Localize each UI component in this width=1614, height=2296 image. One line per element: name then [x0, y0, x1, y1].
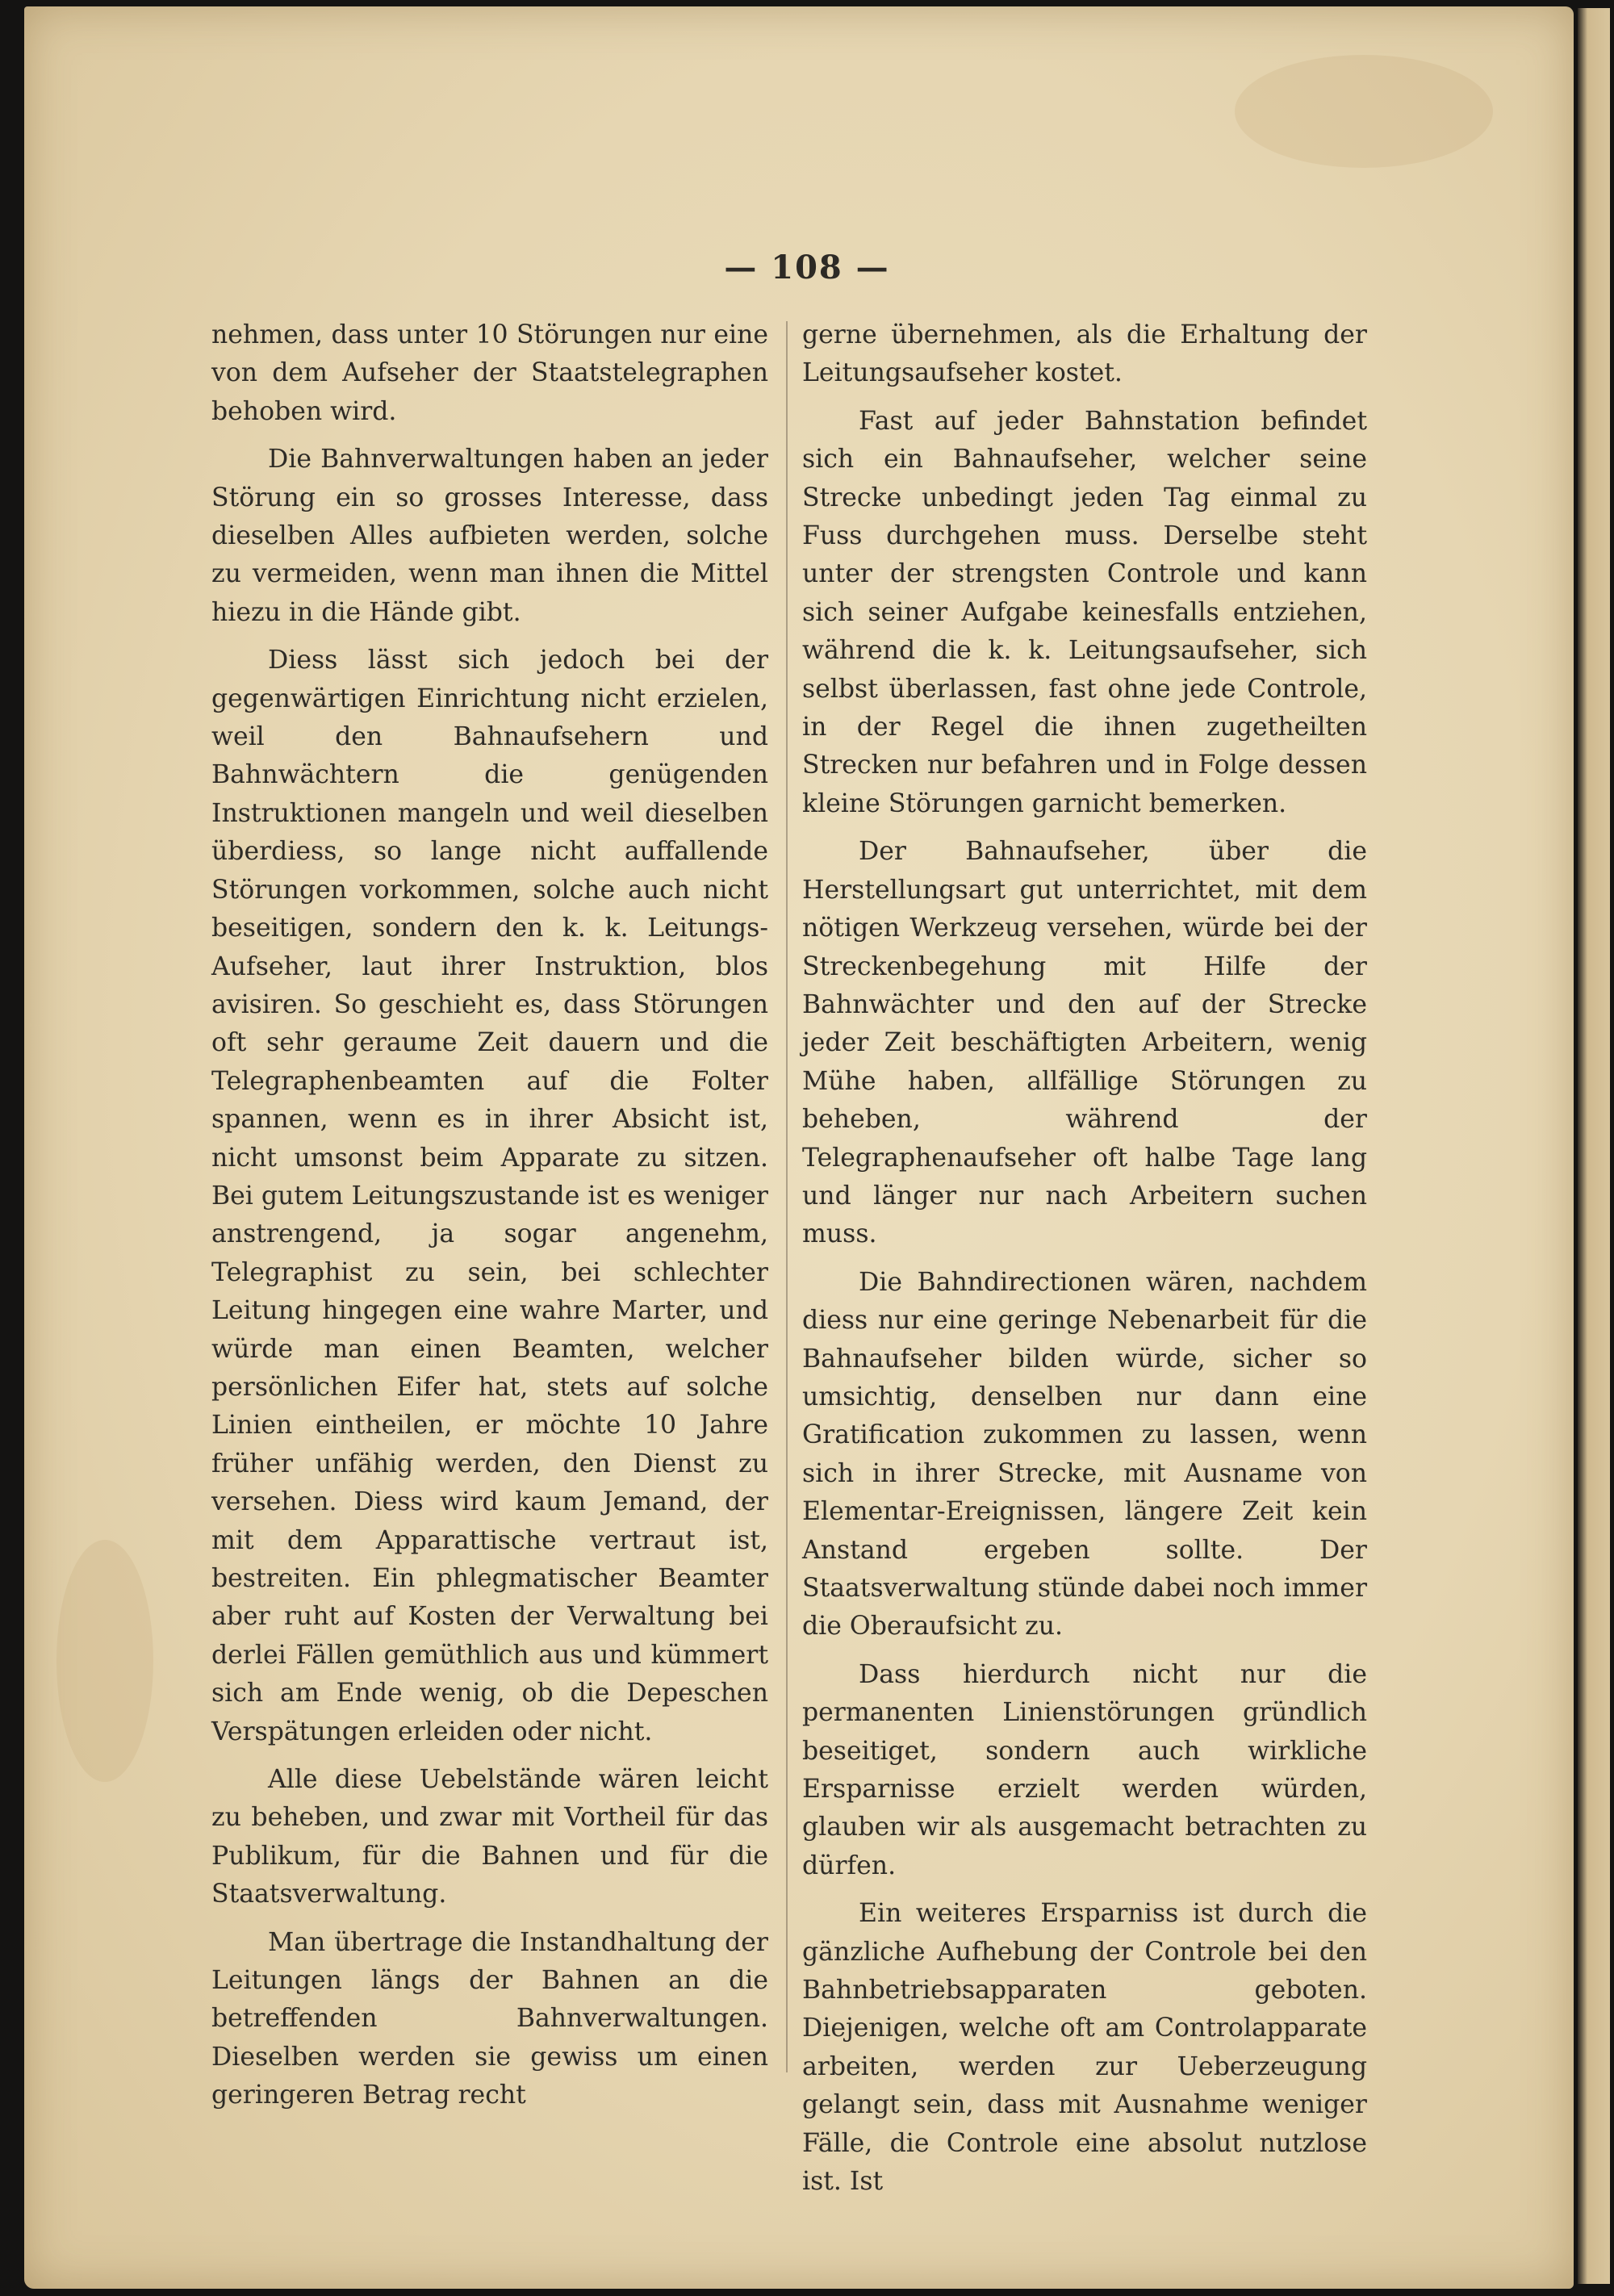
paragraph: nehmen, dass unter 10 Störungen nur eine von dem Aufseher der Staatstelegraphen behoben wird.: [211, 320, 768, 426]
column-divider: [786, 321, 788, 2072]
left-column: [211, 316, 768, 2115]
page-number: — 108 —: [724, 249, 890, 286]
paragraph: Die Bahnverwaltungen haben an jeder Störung ein so grosses Interesse, dass dieselben Alles aufbieten werden, solche zu vermeiden, wenn man ihnen die Mittel hiezu in die Hände gibt.: [211, 445, 768, 627]
paragraph: Der Bahnaufseher, über die Herstellungsart gut unterrichtet, mit dem nötigen Werkzeug versehen, würde bei der Streckenbegehung mit Hilfe der Bahnwächter und den auf der Strecke jeder Zeit beschäftigten Arbeitern, wenig Mühe haben, allfällige Störungen zu beheben, während der Telegraphenaufseher oft halbe Tage lang und länger nur nach Arbeitern suchen muss.: [802, 837, 1367, 1249]
right-column: [802, 316, 1367, 2202]
paragraph: gerne übernehmen, als die Erhaltung der Leitungsaufseher kostet.: [802, 320, 1367, 388]
paper-stain: [56, 1540, 153, 1782]
paragraph: Man übertrage die Instandhaltung der Leitungen längs der Bahnen an die betreffenden Bahnverwaltungen. Dieselben werden sie gewiss um einen geringeren Betrag recht: [211, 1927, 768, 2110]
paragraph: Die Bahndirectionen wären, nachdem diess nur eine geringe Nebenarbeit für die Bahnaufseher bilden würde, sicher so umsichtig, denselben nur dann eine Gratification zukommen zu lassen, wenn sich in ihrer Strecke, mit Ausname von Elementar-Ereignissen, längere Zeit kein Anstand ergeben sollte. Der Staatsverwaltung stünde dabei noch immer die Oberaufsicht zu.: [802, 1267, 1367, 1641]
paragraph: Dass hierdurch nicht nur die permanenten Linienstörungen gründlich beseitiget, sondern auch wirkliche Ersparnisse erzielt werden würden, glauben wir als ausgemacht betrachten zu dürfen.: [802, 1659, 1367, 1880]
next-page-edge: [1578, 8, 1610, 2284]
paragraph: Ein weiteres Ersparniss ist durch die gänzliche Aufhebung der Controle bei den Bahnbetriebsapparaten geboten. Diejenigen, welche oft am Controlapparate arbeiten, werden zur Ueberzeugung gelangt sein, dass mit Ausnahme weniger Fälle, die Controle eine absolut nutzlose ist. Ist: [802, 1899, 1367, 2197]
paragraph: Fast auf jeder Bahnstation befindet sich ein Bahnaufseher, welcher seine Strecke unbedingt jeden Tag einmal zu Fuss durchgehen muss. Derselbe steht unter der strengsten Controle und kann sich seiner Aufgabe keinesfalls entziehen, während die k. k. Leitungsaufseher, sich selbst überlassen, fast ohne jede Controle, in der Regel die ihnen zugetheilten Strecken nur befahren und in Folge dessen kleine Störungen garnicht bemerken.: [802, 406, 1367, 818]
paragraph: Alle diese Uebelstände wären leicht zu beheben, und zwar mit Vortheil für das Publikum, für die Bahnen und für die Staatsverwaltung.: [211, 1765, 768, 1909]
paragraph: Diess lässt sich jedoch bei der gegenwärtigen Einrichtung nicht erzielen, weil den Bahnaufsehern und Bahnwächtern die genügenden Instruktionen mangeln und weil dieselben überdiess, so lange nicht auffallende Störungen vorkommen, solche auch nicht beseitigen, sondern den k. k. Leitungs-Aufseher, laut ihrer Instruktion, blos avisiren. So geschieht es, dass Störungen oft sehr geraume Zeit dauern und die Telegraphenbeamten auf die Folter spannen, wenn es in ihrer Absicht ist, nicht umsonst beim Apparate zu sitzen. Bei gutem Leitungszustande ist es weniger anstrengend, ja sogar angenehm, Telegraphist zu sein, bei schlechter Leitung hingegen eine wahre Marter, und würde man einen Beamten, welcher persönlichen Eifer hat, stets auf solche Linien eintheilen, er möchte 10 Jahre früher unfähig werden, den Dienst zu versehen. Diess wird kaum Jemand, der mit dem Apparattische vertraut ist, bestreiten. Ein phlegmatischer Beamter aber ruht auf Kosten der Verwaltung bei derlei Fällen gemüthlich aus und kümmert sich am Ende wenig, ob die Depeschen Verspätungen erleiden oder nicht.: [211, 646, 768, 1746]
paper-stain: [1235, 55, 1493, 168]
